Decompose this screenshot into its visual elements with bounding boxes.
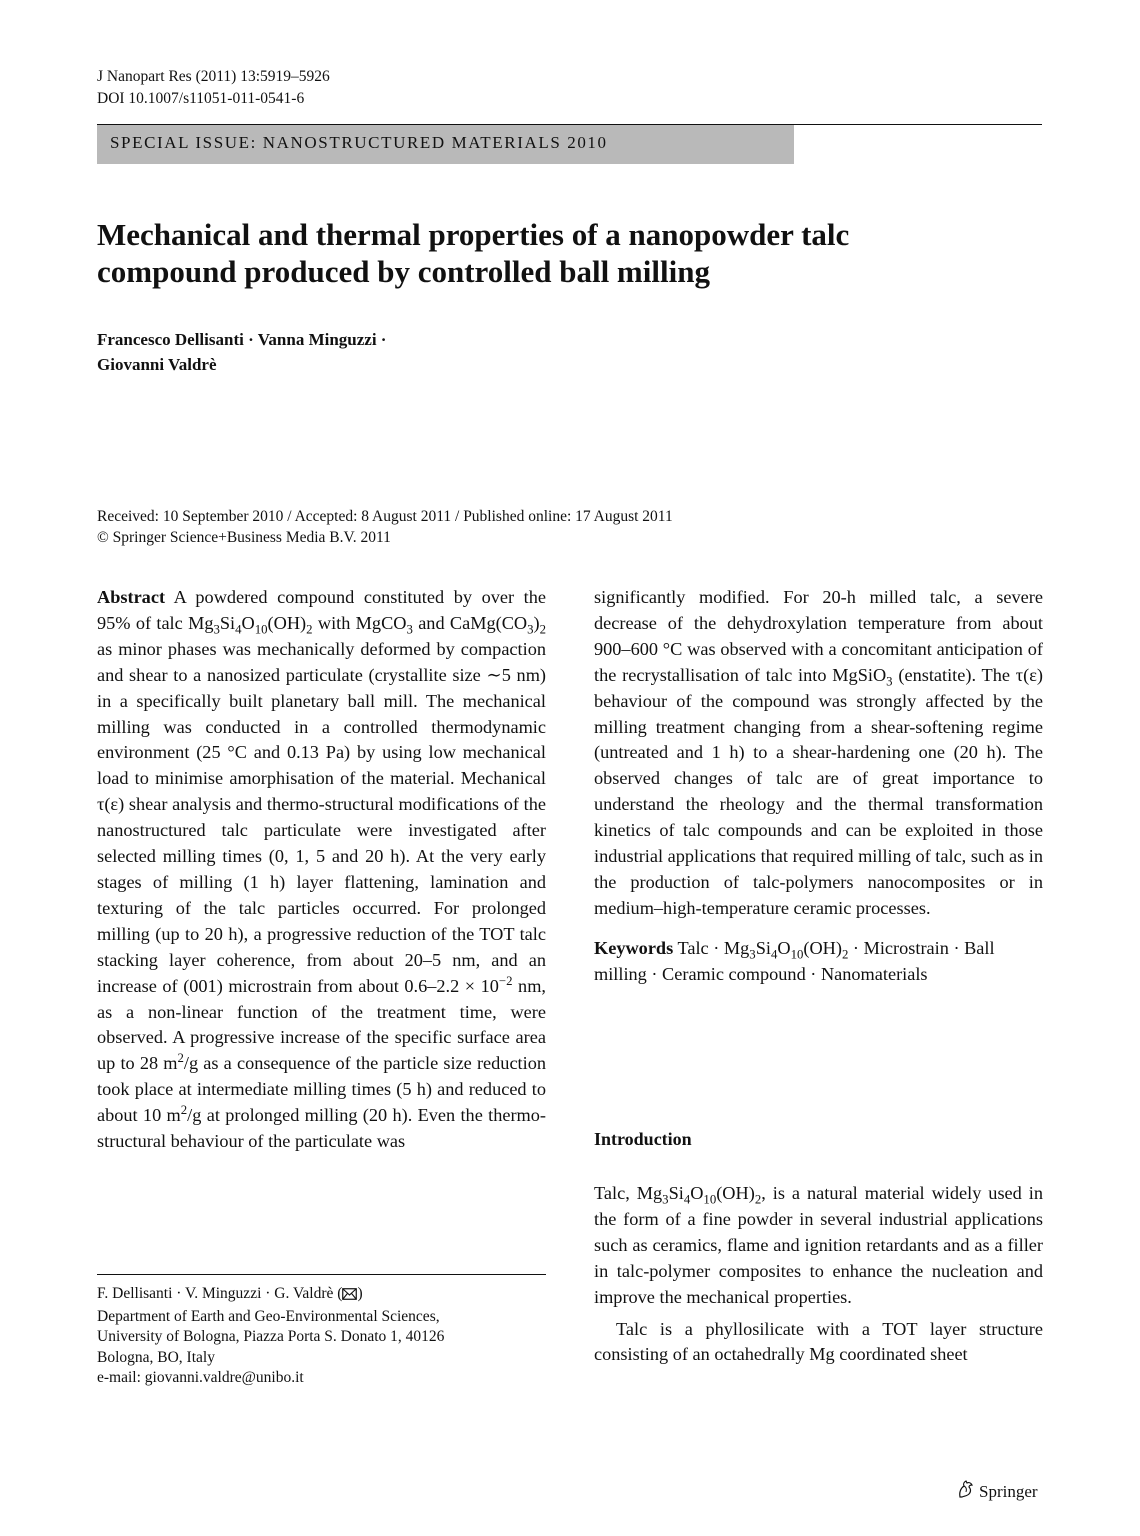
abstract-right-column [594,585,1043,988]
f-sub: 3 [406,622,413,637]
f-o: O [241,612,255,633]
abstract-text: (enstatite). The τ(ε) behaviour of the compound was strongly affected by the milling treatment changing from a shear-softening regime (untreated and 1 h) to a shear-hardening one (20 h). The observed changes of talc are of great importance to understand the rheology and the thermal transformation kinetics of talc compounds and can be exploited in those industrial applications that required milling of talc, such as in the production of talc-polymers nanocomposites or in medium–high-temperature ceramic processes. [594,664,1043,918]
f-oh: (OH) [267,612,307,633]
affiliation-names: F. Dellisanti · V. Minguzzi · G. Valdrè ( [97,1285,343,1302]
affiliation-email[interactable]: e-mail: giovanni.valdre@unibo.it [97,1369,304,1386]
intro-text: Talc, [594,1183,637,1203]
springer-horse-icon [956,1479,976,1504]
history-dates: Received: 10 September 2010 / Accepted: 8 August 2011 / Published online: 17 August 2011 [97,508,673,525]
journal-reference [97,66,330,110]
f-mg: Mg [636,1183,663,1203]
abstract-label: Abstract [97,587,166,607]
f-o: O [777,937,791,958]
copyright-notice: © Springer Science+Business Media B.V. 2011 [97,529,391,546]
f-sub: 4 [683,1192,691,1207]
f-sup: 2 [177,1051,184,1066]
envelope-icon [342,1286,357,1307]
keywords-text: Talc · [673,937,724,958]
introduction-body [594,1181,1043,1368]
affiliation-authors [97,1284,444,1307]
abstract-text: and CaMg(CO [412,612,528,633]
f-sub: 3 [749,947,756,962]
f-sub: 2 [754,1192,762,1207]
affiliation-department: Department of Earth and Geo-Environmental Sciences, [97,1307,440,1325]
title-line-2: compound produced by controlled ball milling [97,254,710,289]
publication-dates [97,506,673,548]
authors-line-2: Giovanni Valdrè [97,355,217,374]
abstract-text: as minor phases was mechanically deformed by compaction and shear to a nanosized particulate (crystallite size ∼5 nm) in a specifically built planetary ball mill. The mechanical milling was conducted in a controlled thermodynamic environment (25 °C and 0.13 Pa) by using low mechanical load to minimise amorphisation of the material. Mechanical τ(ε) shear analysis and thermo-structural modifications of the nanostructured talc particulate were investigated after selected milling times (0, 1, 5 and 20 h). At the very early stages of milling (1 h) layer flattening, lamination and texturing of the talc particles occurred. For prolonged milling (up to 20 h), a progressive reduction of the TOT talc stacking layer coherence, from about 20–5 nm, and an increase of (001) microstrain from about 0.6–2.2 × 10 [97,638,546,996]
journal-citation: J Nanopart Res (2011) 13:5919–5926 [97,68,330,85]
affiliation-university: University of Bologna, Piazza Porta S. Donato 1, 40126 [97,1328,445,1345]
f-sup: −2 [498,973,513,988]
abstract-paragraph [97,585,546,1155]
f-mg: Mg [188,612,214,633]
talc-formula [723,937,849,962]
f-sub: 3 [662,1192,669,1207]
intro-paragraph-1 [594,1181,1043,1311]
f-o: O [690,1183,704,1203]
f-si: Si [668,1183,684,1203]
f-oh: (OH) [803,937,842,958]
f-sub: 3 [527,622,534,637]
affiliation-names-end: ) [357,1285,363,1302]
abstract-text: /g as a consequence of the particle size reduction took place at intermediate milling times (5 h) and reduced to about 10 m [97,1053,546,1126]
special-issue-banner [97,125,794,164]
f-sup: 2 [180,1103,188,1118]
author-affiliation [97,1284,444,1389]
abstract-continued [594,585,1043,922]
f-sub: 2 [539,622,546,637]
keywords-label: Keywords [594,937,674,958]
section-heading-introduction: Introduction [594,1129,692,1149]
doi: DOI 10.1007/s11051-011-0541-6 [97,90,305,107]
f-si: Si [219,612,236,633]
abstract-text: A powdered compound constituted by over the 95% of talc [97,587,546,633]
talc-formula [188,612,313,637]
abstract-text: significantly modified. For 20-h milled talc, a severe decrease of the dehydroxylation temperature from about 900–600 °C was observed with a concomitant anticipation of the recrystallisation of talc into MgSiO [594,587,1043,685]
f-sub: 10 [254,622,268,637]
abstract-text: with MgCO [312,612,407,633]
abstract-text: /g at prolonged milling (20 h). Even the thermo-structural behaviour of the particulate was [97,1105,546,1152]
talc-formula [636,1183,762,1207]
footnote-rule [97,1274,546,1275]
intro-paragraph-2: Talc is a phyllosilicate with a TOT layer structure consisting of an octahedrally Mg coordinated sheet [594,1318,1043,1365]
special-issue-label: SPECIAL ISSUE: NANOSTRUCTURED MATERIALS 2010 [110,133,608,152]
abstract-text: ) [533,612,540,633]
f-mg: Mg [723,937,750,958]
keywords [594,936,1043,988]
author-list [97,327,386,377]
f-sub: 10 [703,1192,717,1207]
authors-line-1: Francesco Dellisanti · Vanna Minguzzi · [97,330,387,349]
abstract-text: nm, as a non-linear function of the treatment time, were observed. A progressive increase of the specific surface area up to 28 m [97,975,546,1074]
intro-text: , is a natural material widely used in the form of a fine powder in several industrial applications such as ceramics, flame and ignition retardants and as a filler in talc-polymer composites to enhance the nucleation and improve the mechanical properties. [594,1183,1044,1307]
f-sub: 10 [790,947,804,962]
affiliation-city: Bologna, BO, Italy [97,1348,215,1366]
keywords-text: · Microstrain · Ball milling · Ceramic compound · Nanomaterials [594,937,995,984]
title-line-1: Mechanical and thermal properties of a nanopowder talc [97,217,850,252]
f-sub: 3 [213,622,220,637]
publisher-name: Springer [979,1481,1038,1501]
article-title [97,216,1042,290]
f-sub: 4 [235,622,242,637]
f-sub: 4 [770,947,778,962]
f-sub: 2 [841,947,849,962]
f-sub: 3 [886,674,893,689]
f-si: Si [755,937,771,958]
f-sub: 2 [306,622,313,637]
f-oh: (OH) [716,1183,755,1203]
abstract-left-column [97,585,546,1155]
publisher-logo [956,1479,1038,1504]
